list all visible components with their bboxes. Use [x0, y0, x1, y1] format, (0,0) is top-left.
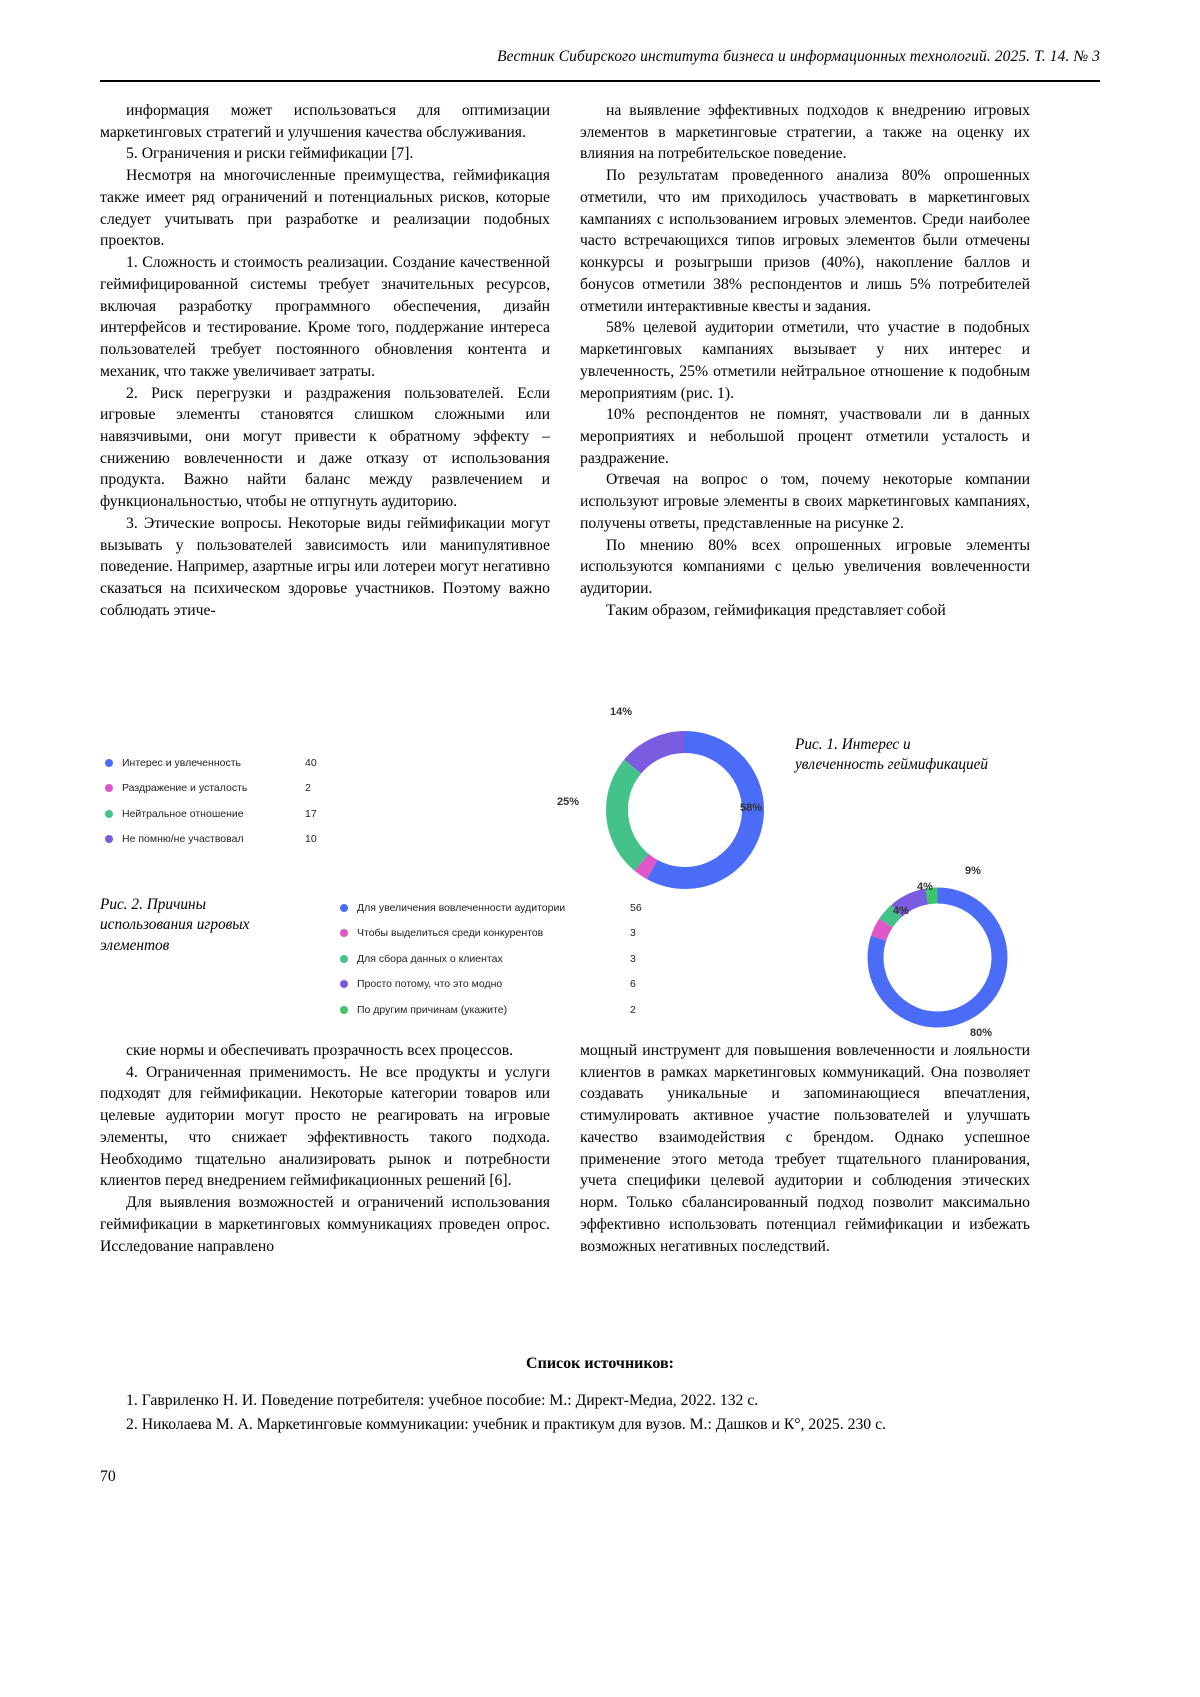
legend-item	[340, 946, 660, 972]
slice-percent-label: 4%	[917, 881, 933, 893]
legend-color-dot-icon	[105, 784, 113, 792]
legend-item	[340, 895, 660, 921]
paragraph: 2. Риск перегрузки и раздражения пользователей. Если игровые элементы становятся слишком сложными или навязчивыми, они могут привести к обратному эффекту – снижению вовлеченности и даже отказу от использования продукта. Важно найти баланс между развлечением и функциональностью, чтобы не отпугнуть аудиторию.	[100, 384, 550, 511]
slice-percent-label: 80%	[970, 1027, 993, 1039]
paragraph: 5. Ограничения и риски геймификации [7].	[126, 145, 414, 163]
legend-label: Интерес и увлеченность	[122, 756, 241, 769]
legend-label: Для сбора данных о клиентах	[357, 952, 503, 965]
bottom-right-column	[580, 1040, 1030, 1257]
figure1-legend	[105, 750, 335, 852]
legend-item	[105, 750, 335, 776]
legend-color-dot-icon	[340, 980, 348, 988]
legend-item	[340, 921, 660, 947]
top-text-columns	[100, 100, 1100, 622]
legend-label: Нейтральное отношение	[122, 807, 244, 820]
legend-item	[105, 776, 335, 802]
legend-label: Раздражение и усталость	[122, 782, 248, 795]
paragraph: мощный инструмент для повышения вовлеченности и лояльности клиентов в рамках маркетинговых коммуникаций. Она позволяет создавать уникальные и запоминающиеся впечатления, стимулировать активное участие пользователей и улучшать качество взаимодействия с брендом. Однако успешное применение этого метода требует тщательного планирования, учета специфики целевой аудитории и соблюдения этических норм. Только сбалансированный подход позволит максимально эффективно использовать потенциал геймификации и избежать возможных негативных последствий.	[580, 1042, 1030, 1255]
legend-value: 40	[305, 756, 317, 769]
figure1-caption: Рис. 1. Интерес и увлеченность геймификацией	[795, 736, 989, 774]
legend-item	[105, 827, 335, 853]
figure1-donut-chart	[557, 706, 775, 900]
bottom-left-column	[100, 1040, 550, 1257]
legend-color-dot-icon	[105, 759, 113, 767]
legend-color-dot-icon	[340, 929, 348, 937]
legend-value: 10	[305, 833, 317, 846]
donut-svg	[855, 875, 1020, 1040]
paragraph: Несмотря на многочисленные преимущества, геймификация также имеет ряд ограничений и потенциальных рисков, которые следует учитывать при разработке и реализации подобных проектов.	[100, 167, 550, 250]
running-header: Вестник Сибирского института бизнеса и информационных технологий. 2025. Т. 14. № 3	[497, 48, 1100, 65]
paragraph: Таким образом, геймификация представляет собой	[606, 601, 946, 619]
slice-percent-label: 14%	[610, 706, 633, 718]
figure2-donut-chart	[855, 865, 1020, 1040]
paragraph: 3. Этические вопросы. Некоторые виды геймификации могут вызывать у пользователей зависимость или манипулятивное поведение. Например, азартные игры или лотереи могут негативно сказаться на психическом здоровье участников. Поэтому важно соблюдать этиче-	[100, 514, 550, 619]
figures-area	[100, 700, 1100, 1039]
legend-value: 2	[305, 782, 311, 795]
legend-color-dot-icon	[105, 835, 113, 843]
legend-item	[105, 801, 335, 827]
legend-color-dot-icon	[340, 904, 348, 912]
figure2-caption: Рис. 2. Причины использования игровых элементов	[100, 896, 250, 954]
paragraph: По результатам проведенного анализа 80% опрошенных отметили, что им приходилось участвовать в маркетинговых кампаниях с использованием игровых элементов. Среди наиболее часто встречающихся типов игровых элементов были отмечены конкурсы и розыгрыши призов (40%), накопление баллов и бонусов отметили 38% респондентов и лишь 5% потребителей отметили интерактивные квесты и задания.	[580, 167, 1030, 315]
paragraph: Отвечая на вопрос о том, почему некоторые компании используют игровые элементы в своих маркетинговых кампаниях, получены ответы, представленные на рисунке 2.	[580, 471, 1030, 532]
legend-label: Просто потому, что это модно	[357, 978, 503, 991]
paragraph: 10% респондентов не помнят, участвовали ли в данных мероприятиях и небольшой процент отметили усталость и раздражение.	[580, 406, 1030, 467]
left-column	[100, 100, 550, 622]
header-divider	[100, 80, 1100, 82]
paragraph: ские нормы и обеспечивать прозрачность всех процессов.	[126, 1042, 514, 1059]
figure2-legend	[340, 895, 660, 1023]
paragraph: Для выявления возможностей и ограничений использования геймификации в маркетинговых коммуникациях проведен опрос. Исследование направлено	[100, 1194, 550, 1255]
slice-percent-label: 9%	[965, 865, 981, 877]
legend-label: Чтобы выделиться среди конкурентов	[357, 927, 544, 940]
paragraph: 4. Ограниченная применимость. Не все продукты и услуги подходят для геймификации. Некоторые категории товаров или целевые аудитории могут просто не реагировать на игровые элементы, что снижает эффективность такого подхода. Необходимо тщательно анализировать рынок и потребности клиентов перед внедрением геймификационных решений [6].	[100, 1063, 550, 1190]
page-number: 70	[100, 1468, 116, 1485]
references-list	[100, 1390, 1100, 1438]
legend-item	[340, 997, 660, 1023]
legend-value: 3	[630, 927, 636, 940]
reference-item: 1. Гавриленко Н. И. Поведение потребителя: учебное пособие: М.: Директ-Медиа, 2022. 132 с.	[126, 1392, 759, 1409]
legend-color-dot-icon	[105, 810, 113, 818]
legend-label: Не помню/не участвовал	[122, 833, 244, 846]
paragraph: на выявление эффективных подходов к внедрению игровых элементов в маркетинговые стратегии, а также на оценку их влияния на потребительское поведение.	[580, 102, 1030, 163]
legend-item	[340, 972, 660, 998]
paragraph: информация может использоваться для оптимизации маркетинговых стратегий и улучшения качества обслуживания.	[100, 102, 550, 141]
legend-value: 56	[630, 901, 642, 914]
right-column	[580, 100, 1030, 622]
legend-label: По другим причинам (укажите)	[357, 1003, 508, 1016]
bottom-text-columns	[100, 1040, 1100, 1257]
legend-color-dot-icon	[340, 1006, 348, 1014]
paragraph: 1. Сложность и стоимость реализации. Создание качественной геймифицированной системы требует значительных ресурсов, включая разработку программного обеспечения, дизайн интерфейсов и тестирование. Кроме того, поддержание интереса пользователей требует постоянного обновления контента и механик, что также увеличивает затраты.	[100, 254, 550, 380]
legend-value: 6	[630, 978, 636, 991]
reference-item: 2. Николаева М. А. Маркетинговые коммуникации: учебник и практикум для вузов. М.: Дашков и К°, 2025. 230 с.	[126, 1415, 886, 1433]
references-title: Список источников:	[526, 1355, 674, 1372]
paragraph: 58% целевой аудитории отметили, что участие в подобных маркетинговых кампаниях вызывает у них интерес и увлеченность, 25% отметили нейтральное отношение к подобным мероприятиям (рис. 1).	[580, 319, 1030, 402]
legend-value: 17	[305, 807, 317, 820]
legend-value: 3	[630, 952, 636, 965]
legend-label: Для увеличения вовлеченности аудитории	[357, 901, 566, 914]
slice-percent-label: 4%	[893, 905, 909, 917]
slice-percent-label: 58%	[740, 802, 763, 814]
legend-value: 2	[630, 1003, 636, 1016]
slice-percent-label: 25%	[557, 796, 580, 808]
paragraph: По мнению 80% всех опрошенных игровые элементы используются компаниями с целью увеличения вовлеченности аудитории.	[580, 536, 1030, 598]
legend-color-dot-icon	[340, 955, 348, 963]
